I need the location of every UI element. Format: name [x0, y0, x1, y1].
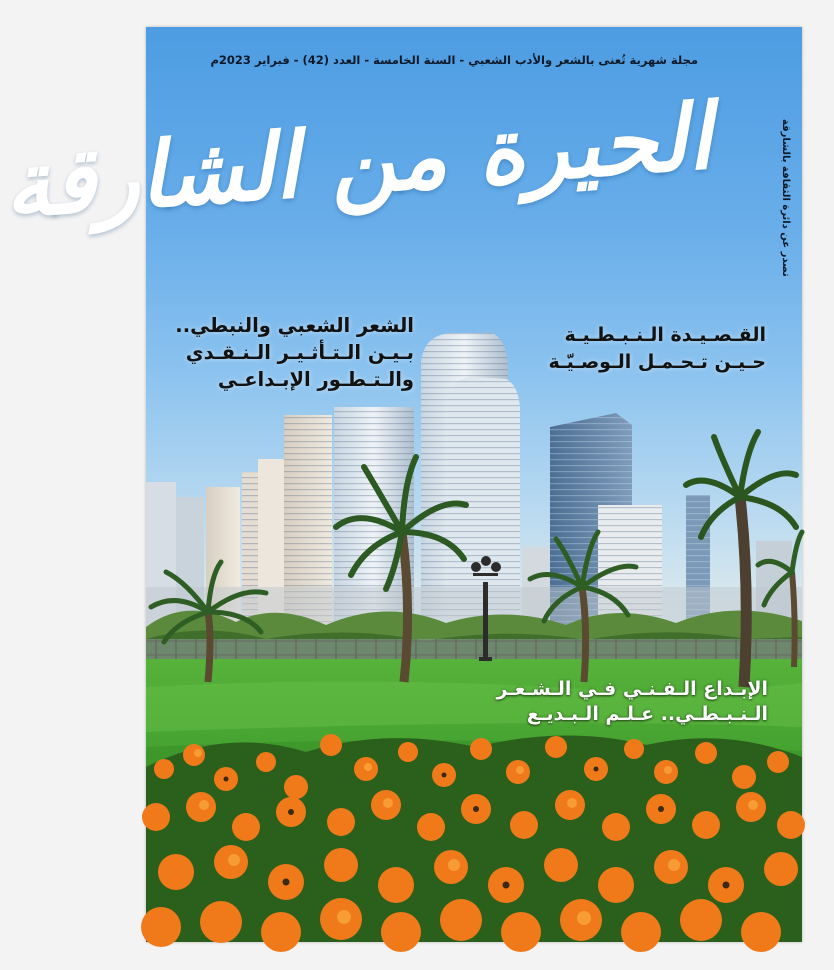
issue-tagline: مجلة شهرية تُعنى بالشعر والأدب الشعبي - السنة الخامسة - العدد (42) - فبراير 2023م	[210, 53, 698, 67]
magazine-cover	[0, 27, 802, 942]
flower-bed	[141, 734, 805, 952]
publisher-note: تصدر عن دائرة الثقافة بالشارقة	[780, 119, 791, 277]
headline-line: الشعر الشعبي والنبطي..	[175, 314, 414, 337]
headline-line: حـيـن تـحـمـل الـوصـيّـة	[548, 351, 766, 373]
headline-line: الإبـداع الـفـنـي فـي الـشـعـر	[496, 678, 768, 700]
headline-nabati-poem[interactable]	[549, 322, 766, 376]
headline-artistic-creativity[interactable]	[496, 677, 768, 727]
headline-line: والـتـطـور الإبـداعـي	[217, 368, 414, 391]
headline-line: الـنـبـطـي.. عـلـم الـبـديـع	[526, 703, 768, 725]
headline-line: القـصـيـدة الـنـبـطـيـة	[564, 324, 766, 346]
headline-folk-poetry[interactable]	[175, 312, 414, 393]
headline-line: بـيـن الـتـأثـيـر الـنـقـدي	[185, 341, 414, 364]
magazine-title: الحيرة من الشارقة	[0, 83, 716, 239]
